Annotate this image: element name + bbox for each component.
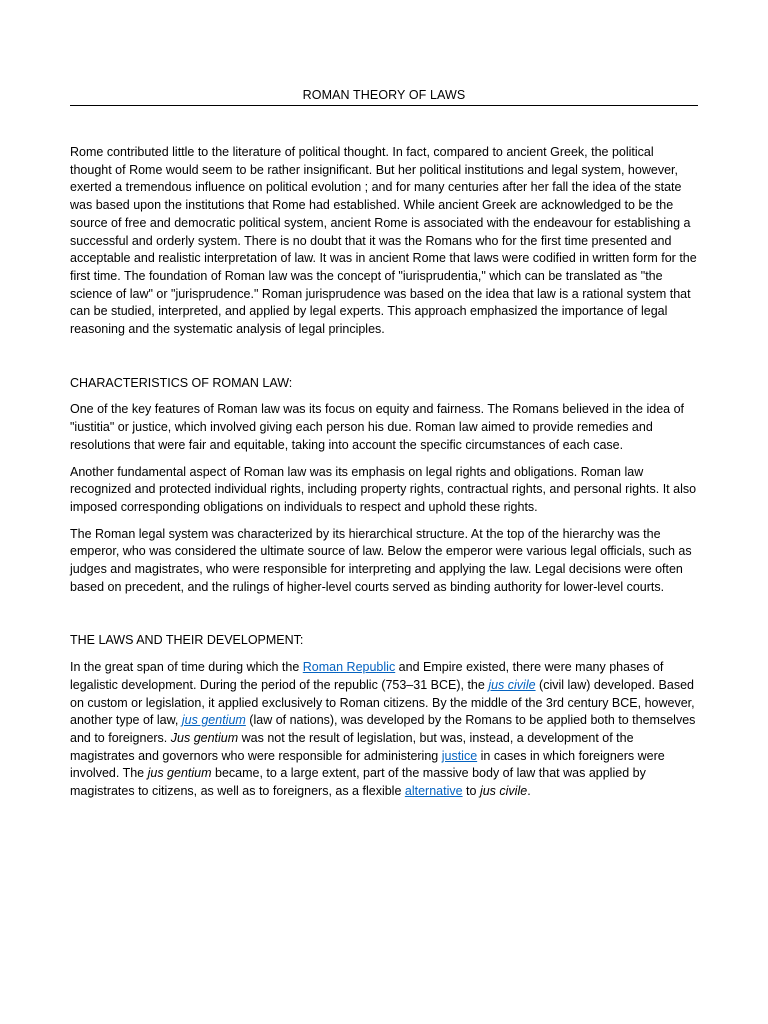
link-justice[interactable]: justice — [441, 748, 478, 763]
link-jus-civile[interactable] — [488, 678, 535, 692]
document-title: ROMAN THEORY OF LAWS — [70, 86, 698, 106]
link-alternative[interactable]: alternative — [404, 784, 463, 799]
development-paragraph — [70, 659, 698, 801]
section-heading-development: THE LAWS AND THEIR DEVELOPMENT: — [70, 633, 304, 648]
characteristics-paragraph-2: Another fundamental aspect of Roman law was its emphasis on legal rights and obligations. Roman law recognized and protected individual rights, including property rights, contractual rights, and personal rights. It also imposed corresponding obligations on individuals to respect and uphold these rights. — [70, 464, 697, 514]
link-jus-gentium[interactable] — [182, 713, 246, 727]
text-run: became, to a large extent, part of the massive body of law that was applied by magistrates to citizens, as well as to foreigners, as a flexible — [70, 766, 646, 799]
italic-jus-civile: jus civile — [479, 784, 528, 799]
intro-paragraph: Rome contributed little to the literature of political thought. In fact, compared to ancient Greek, the political thought of Rome would seem to be rather insignificant. But her political institutions and legal system, however, exerted a tremendous influence on political evolution ; and for many centuries after her fall the idea of the state was based upon the institutions that Rome had established. While ancient Greek are acknowledged to be the source of free and democratic political system, ancient Rome is associated with the endeavour for establishing a successful and orderly system. There is no doubt that it was the Romans who for the first time presented and acceptable and realistic interpretation of law. It was in ancient Rome that laws were codified in written form for the first time. The foundation of Roman law was the concept of "iurisprudentia," which can be translated as "the science of law" or "jurisprudence." Roman jurisprudence was based on the idea that law is a rational system that can be studied, interpreted, and applied by legal experts. This approach emphasized the importance of legal reasoning and the systematic analysis of legal principles. — [70, 145, 697, 337]
text-run: (law of nations), was developed by the Romans to be applied both to themselves and to foreigners. — [70, 713, 696, 745]
link-jus-gentium-text: jus gentium — [181, 713, 246, 728]
link-jus-civile-text: jus civile — [488, 677, 536, 692]
text-run: in cases in which foreigners were involved. The — [70, 748, 665, 781]
section-heading-characteristics: CHARACTERISTICS OF ROMAN LAW: — [70, 375, 293, 390]
characteristics-paragraph-1: One of the key features of Roman law was its focus on equity and fairness. The Romans believed in the idea of "iustitia" or justice, which involved giving each person his due. Roman law aimed to provide remedies and resolutions that were fair and equitable, taking into account the specific circumstances of each case. — [70, 402, 685, 452]
italic-jus-gentium-2: jus gentium — [147, 766, 212, 781]
italic-jus-gentium: Jus gentium — [170, 730, 239, 745]
text-run: was not the result of legislation, but was, instead, a development of the magistrates and governors who were responsible for administering — [70, 730, 634, 763]
link-roman-republic[interactable]: Roman Republic — [302, 660, 396, 675]
text-run: to — [462, 784, 480, 799]
text-run: (civil law) developed. Based on custom or legislation, it applied exclusively to Roman citizens. By the middle of the 3rd century BCE, however, another type of law, — [70, 677, 695, 728]
text-run: and Empire existed, there were many phases of legalistic development. During the period of the republic (753–31 BCE), the — [70, 660, 664, 692]
text-run: . — [527, 784, 531, 799]
text-run: In the great span of time during which the — [70, 660, 303, 675]
characteristics-paragraph-3: The Roman legal system was characterized by its hierarchical structure. At the top of the hierarchy was the emperor, who was considered the ultimate source of law. Below the emperor were various legal officials, such as judges and magistrates, who were responsible for interpreting and applying the law. Legal decisions were often based on precedent, and the rulings of higher-level courts served as binding authority for lower-level courts. — [70, 526, 692, 594]
